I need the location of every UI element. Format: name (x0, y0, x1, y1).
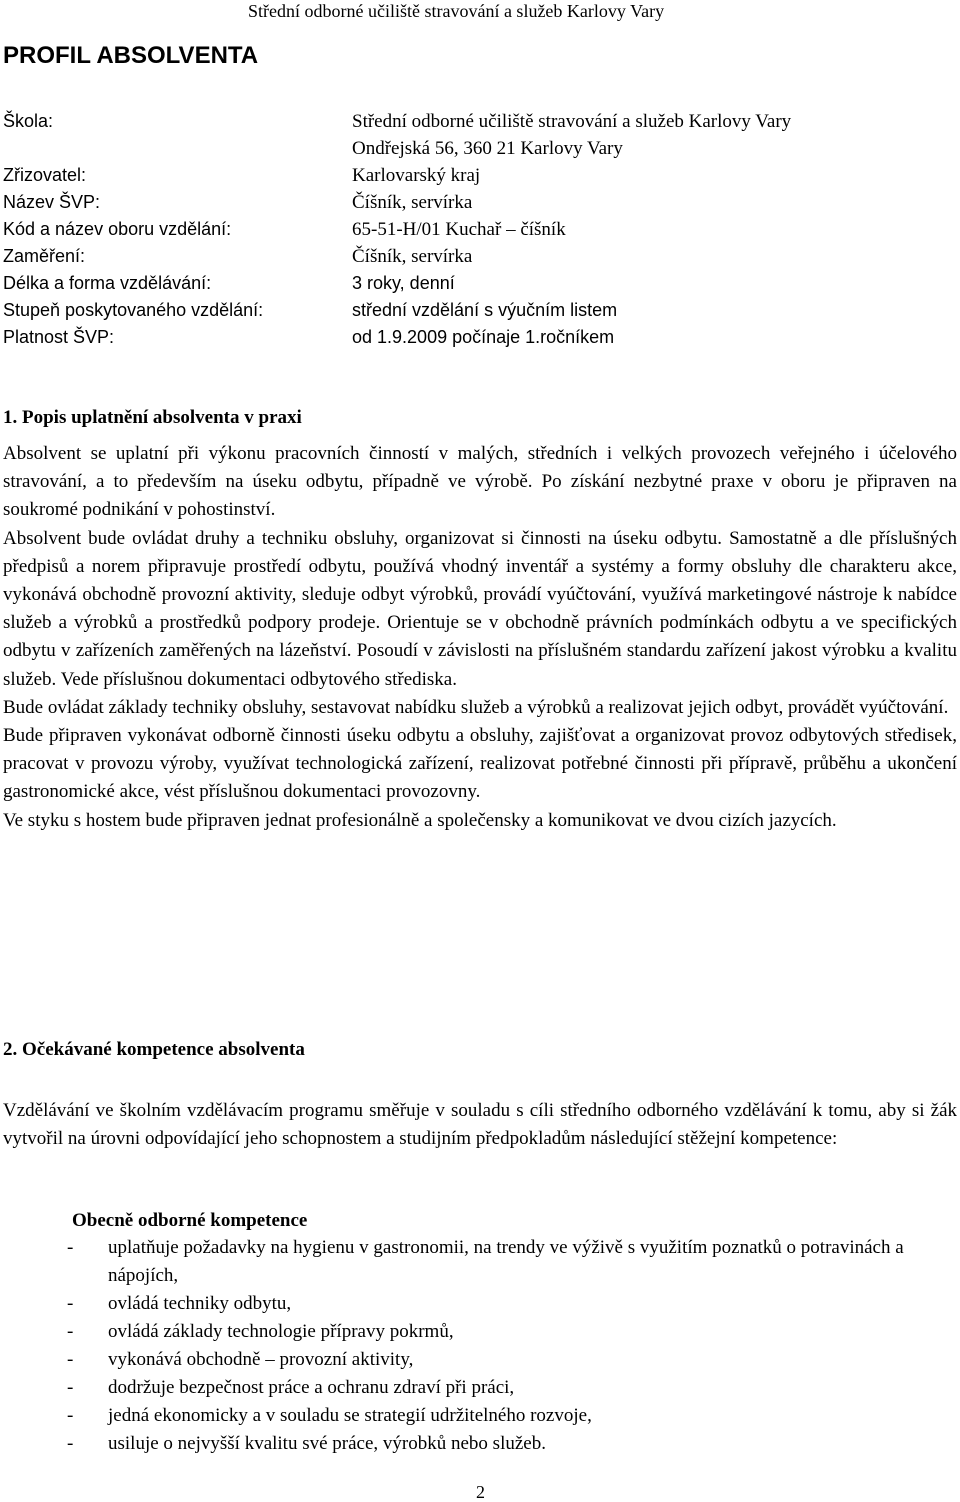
info-value: Karlovarský kraj (352, 165, 481, 186)
list-item (67, 1346, 960, 1374)
bullet-dash: - (67, 1433, 74, 1454)
section-heading-2: 2. Očekávané kompetence absolventa (3, 1039, 305, 1060)
list-item-text: ovládá techniky odbytu, (108, 1293, 292, 1314)
bullet-dash: - (67, 1321, 74, 1342)
section-1-body (3, 440, 957, 835)
info-value: Číšník, servírka (352, 192, 473, 213)
page-number: 2 (476, 1482, 485, 1502)
info-label: Zřizovatel: (3, 165, 87, 185)
info-label: Délka a forma vzdělávání: (3, 273, 212, 293)
competence-subheading: Obecně odborné kompetence (72, 1210, 308, 1231)
info-value-line: Ondřejská 56, 360 21 Karlovy Vary (352, 138, 623, 159)
info-value (352, 108, 953, 162)
paragraph: Ve styku s hostem bude připraven jednat profesionálně a společensky a komunikovat ve dvou cizích jazycích. (3, 809, 837, 831)
info-row-field-code (3, 216, 953, 243)
info-row-founder (3, 162, 953, 189)
list-item-text: jedná ekonomicky a v souladu se strategií udržitelného rozvoje, (108, 1405, 592, 1426)
info-label: Škola: (3, 111, 54, 131)
list-item-text: usiluje o nejvyšší kvalitu své práce, výrobků nebo služeb. (108, 1433, 546, 1454)
info-value: 3 roky, denní (352, 273, 455, 293)
info-row-duration (3, 270, 953, 297)
list-item (67, 1430, 960, 1458)
info-value-line: Střední odborné učiliště stravování a služeb Karlovy Vary (352, 111, 792, 132)
paragraph: Absolvent bude ovládat druhy a techniku obsluhy, organizovat si činnosti na úseku odbytu. Samostatně a dle příslušných předpisů a norem připravuje prostředí odbytu, používá vhodný inventář a systémy a formy obsluhy dle charakteru akce, vykonává obchodně provozní aktivity, sleduje odbyt výrobků, provádí vyúčtování, využívá marketingové nástroje k nabídce služeb a výrobků a prostředků podpory prodeje. Orientuje se v obchodně právních podmínkách odbytu a ve specifických odbytu v zařízeních zaměřených na lázeňství. Posoudí v závislosti na příslušném standardu zařízení jakost výrobku a kvalitu služeb. Vede příslušnou dokumentaci odbytového střediska. (3, 527, 957, 690)
info-label: Zaměření: (3, 246, 86, 266)
info-value: od 1.9.2009 počínaje 1.ročníkem (352, 327, 615, 347)
bullet-dash: - (67, 1237, 74, 1258)
section-2-intro (3, 1097, 957, 1153)
section-heading-1: 1. Popis uplatnění absolventa v praxi (3, 407, 302, 428)
info-label: Stupeň poskytovaného vzdělání: (3, 300, 264, 320)
info-value: střední vzdělání s výučním listem (352, 300, 618, 320)
info-row-focus (3, 243, 953, 270)
bullet-dash: - (67, 1405, 74, 1426)
list-item (67, 1290, 960, 1318)
list-item-text: uplatňuje požadavky na hygienu v gastronomii, na trendy ve výživě s využitím poznatků o potravinách a nápojích, (108, 1237, 904, 1286)
list-item (67, 1374, 960, 1402)
list-item-text: dodržuje bezpečnost práce a ochranu zdraví při práci, (108, 1377, 515, 1398)
paragraph: Bude připraven vykonávat odborně činnosti úseku odbytu a obsluhy, zajišťovat a organizovat provoz odbytových středisek, pracovat v provozu výroby, využívat technologická zařízení, realizovat potřebné činnosti při přípravě, průběhu a ukončení gastronomické akce, vést příslušnou dokumentaci provozovny. (3, 725, 957, 803)
info-row-education-level (3, 297, 953, 324)
info-row-validity (3, 324, 953, 351)
info-row-school (3, 108, 953, 162)
list-item-text: ovládá základy technologie přípravy pokrmů, (108, 1321, 454, 1342)
bullet-dash: - (67, 1293, 74, 1314)
bullet-dash: - (67, 1349, 74, 1370)
profile-info-table (3, 108, 953, 351)
bullet-dash: - (67, 1377, 74, 1398)
info-label: Název ŠVP: (3, 192, 101, 212)
info-value: 65-51-H/01 Kuchař – číšník (352, 219, 566, 240)
paragraph: Absolvent se uplatní při výkonu pracovních činností v malých, středních i velkých provozech veřejného i účelového stravování, a to především na úseku odbytu, případně ve výrobě. Po získání nezbytné praxe v oboru je připraven na soukromé podnikání v pohostinství. (3, 443, 957, 521)
page-title: PROFIL ABSOLVENTA (3, 42, 259, 69)
list-item-text: vykonává obchodně – provozní aktivity, (108, 1349, 414, 1370)
info-label: Kód a název oboru vzdělání: (3, 219, 232, 239)
list-item (67, 1318, 960, 1346)
competence-list (67, 1234, 960, 1458)
list-item (67, 1402, 960, 1430)
info-label: Platnost ŠVP: (3, 327, 115, 347)
running-header: Střední odborné učiliště stravování a služeb Karlovy Vary (248, 1, 665, 21)
info-value: Číšník, servírka (352, 246, 473, 267)
info-row-svp-name (3, 189, 953, 216)
paragraph: Vzdělávání ve školním vzdělávacím programu směřuje v souladu s cíli středního odborného vzdělávání k tomu, aby si žák vytvořil na úrovni odpovídající jeho schopnostem a studijním předpokladům následující stěžejní kompetence: (3, 1100, 957, 1150)
list-item (67, 1234, 960, 1290)
paragraph: Bude ovládat základy techniky obsluhy, sestavovat nabídku služeb a výrobků a realizovat jejich odbyt, provádět vyúčtování. (3, 696, 949, 718)
